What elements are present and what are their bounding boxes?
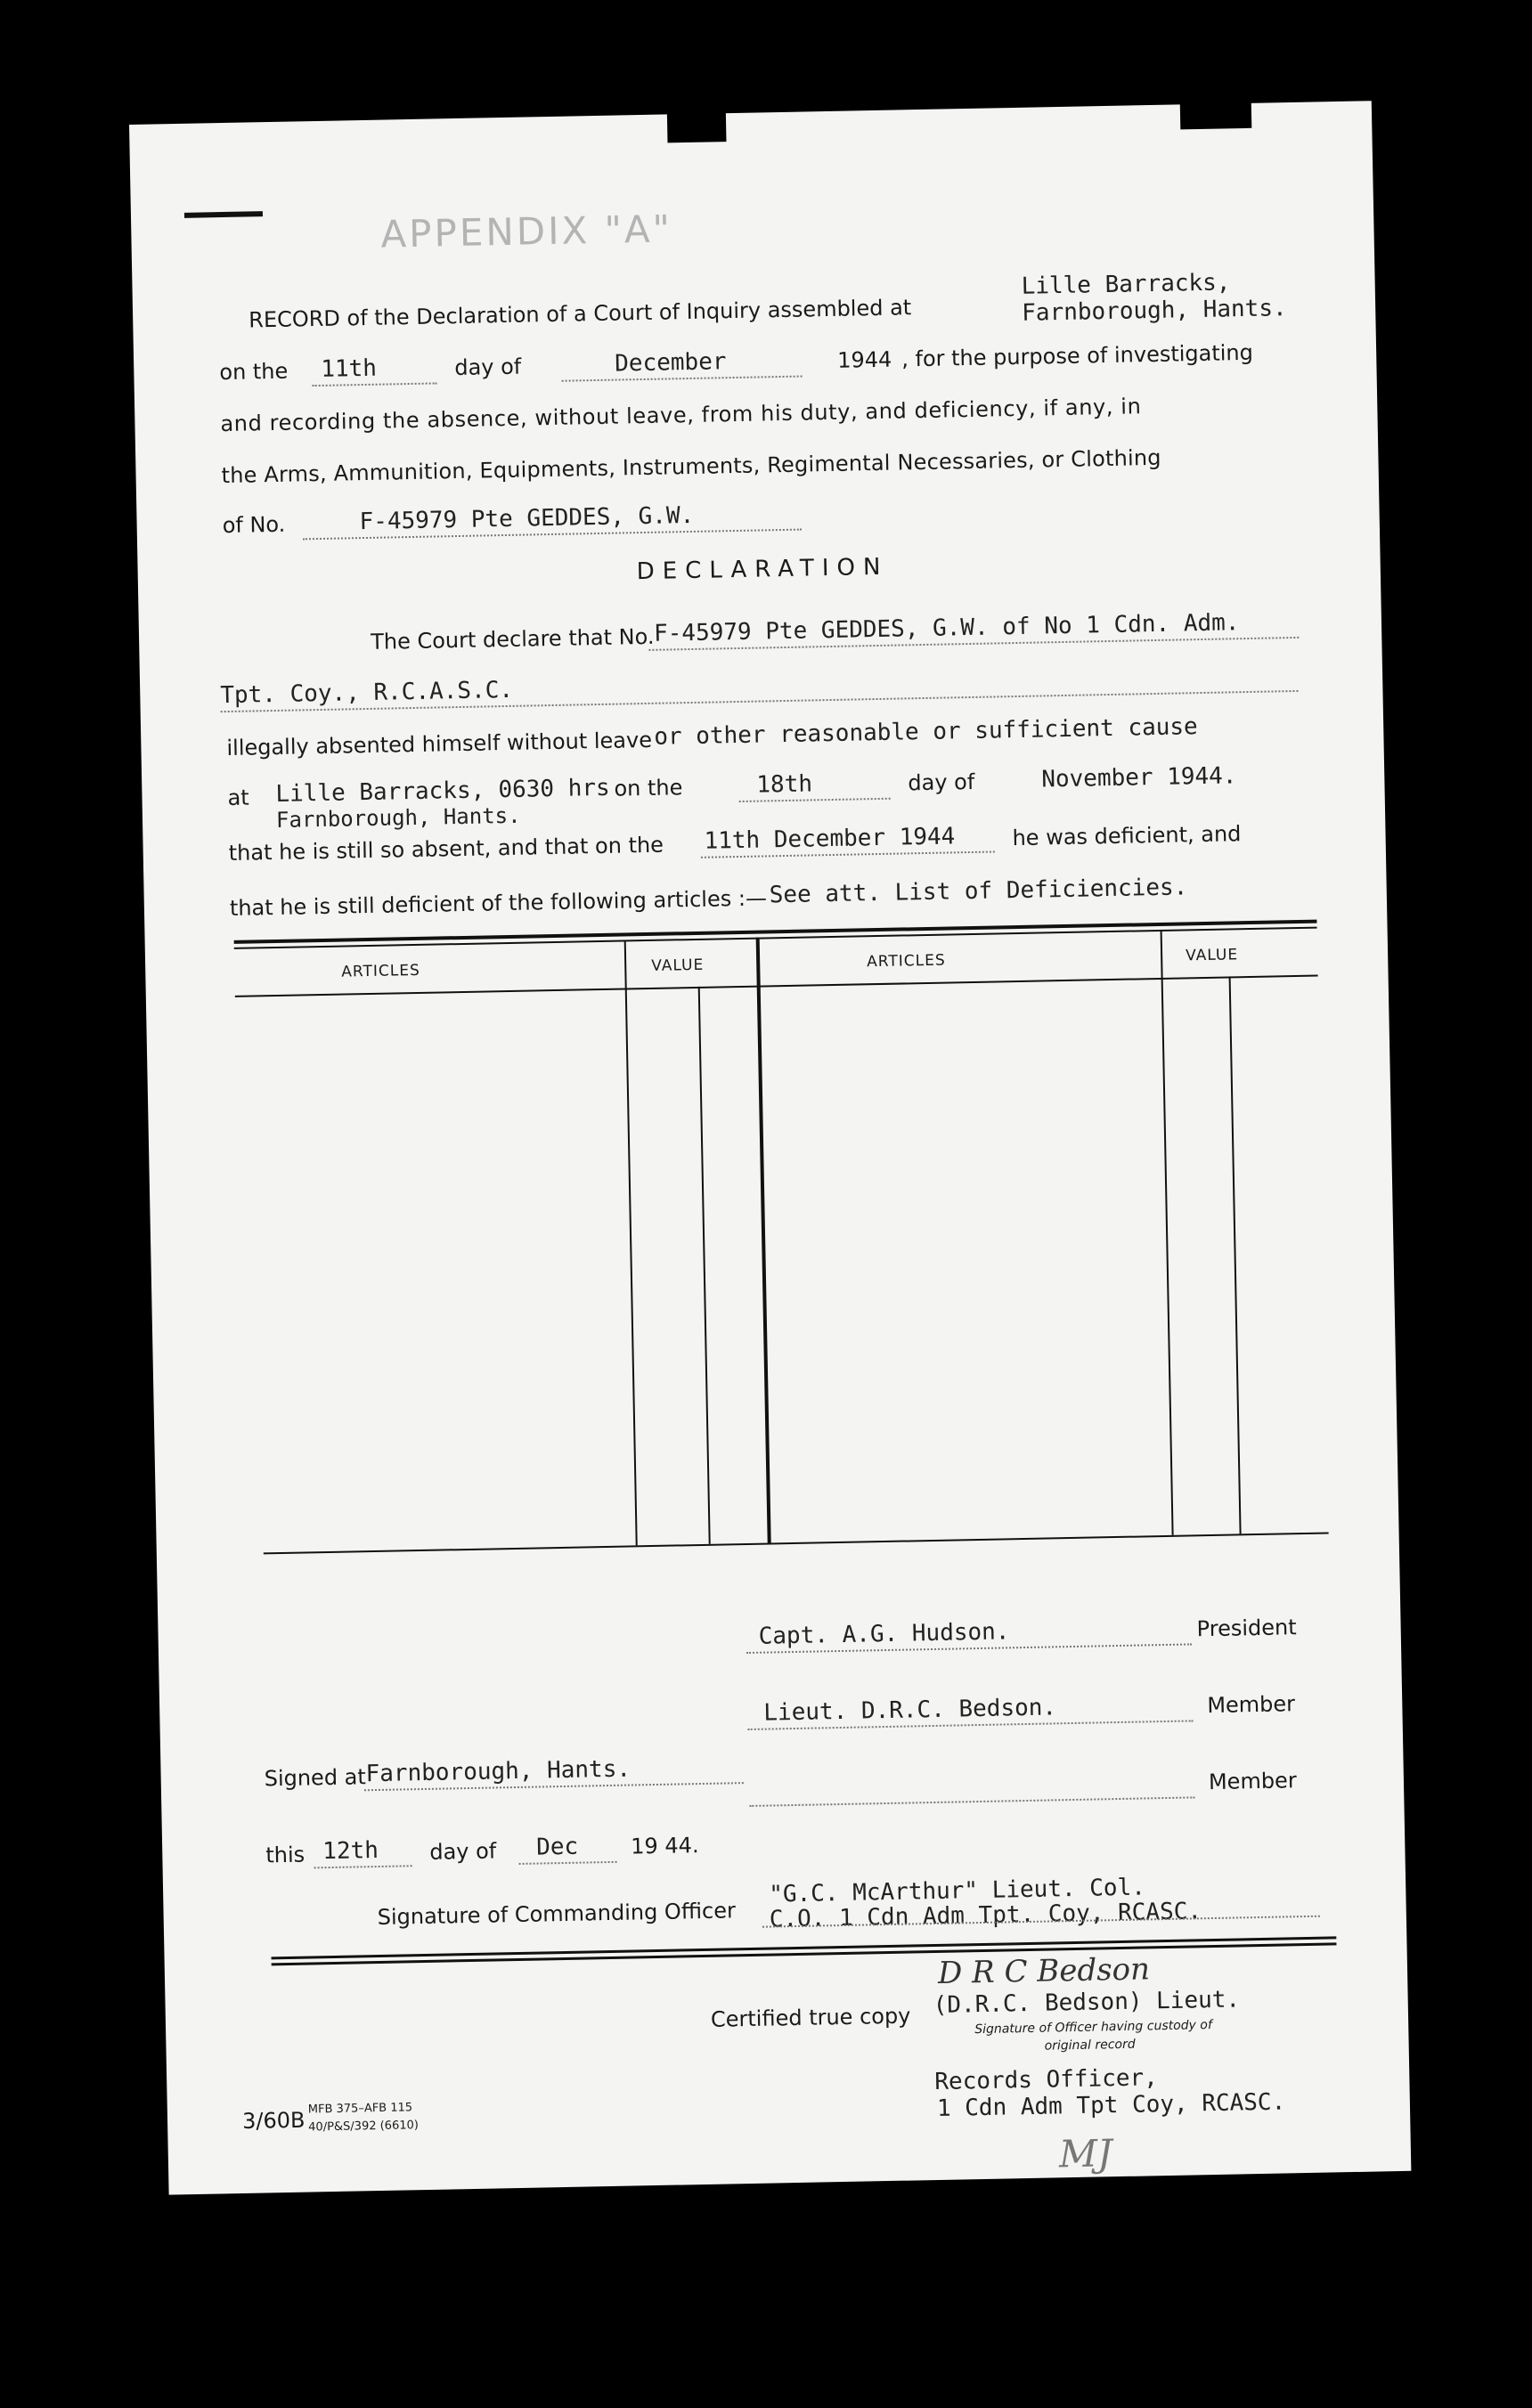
declaration-still-absent: that he is still so absent, and that on the xyxy=(228,832,664,866)
certified-signature: D R C Bedson xyxy=(937,1951,1151,1991)
declaration-time: 0630 hrs xyxy=(498,774,610,804)
certified-name: (D.R.C. Bedson) Lieut. xyxy=(933,1986,1241,2020)
declaration-at: at xyxy=(227,785,249,811)
signed-month: Dec xyxy=(535,1833,579,1861)
form-ref-2: 40/P&S/392 (6610) xyxy=(308,2119,420,2135)
declaration-day-of: day of xyxy=(908,769,975,796)
signed-day-of: day of xyxy=(429,1838,497,1865)
certified-label: Certified true copy xyxy=(710,2003,911,2032)
records-officer: Records Officer, xyxy=(934,2064,1159,2096)
record-of-no: of No. xyxy=(222,511,286,539)
member1-name: Lieut. D.R.C. Bedson. xyxy=(763,1694,1057,1727)
table-divider-5 xyxy=(1229,976,1242,1533)
member2-label: Member xyxy=(1208,1768,1297,1795)
form-ref-1: MFB 375–AFB 115 xyxy=(307,2101,413,2117)
declaration-place2: Farnborough, Hants. xyxy=(275,802,521,833)
declaration-following: that he is still deficient of the following articles :— xyxy=(229,885,768,921)
record-line4: the Arms, Ammunition, Equipments, Instruments, Regimental Necessaries, or Clothing xyxy=(221,444,1161,489)
president-label: President xyxy=(1196,1615,1297,1642)
table-col-articles-1: ARTICLES xyxy=(341,961,420,981)
appendix-annotation: APPENDIX "A" xyxy=(379,207,673,256)
declaration-cause: or other reasonable or sufficient cause xyxy=(654,713,1198,751)
declaration-see-att: See att. List of Deficiencies. xyxy=(769,874,1188,909)
declaration-date-month: November 1944. xyxy=(1041,762,1237,793)
table-divider-3 xyxy=(756,938,771,1543)
form-number: 3/60B xyxy=(241,2107,306,2134)
signed-day: 12th xyxy=(322,1836,379,1866)
co-label: Signature of Commanding Officer xyxy=(377,1898,737,1931)
this-label: this xyxy=(265,1842,306,1868)
declaration-date-day: 18th xyxy=(756,770,813,799)
record-year: 1944 xyxy=(836,346,892,373)
dots-member2 xyxy=(749,1796,1194,1807)
president-name: Capt. A.G. Hudson. xyxy=(758,1618,1010,1650)
declaration-place: Lille Barracks, xyxy=(275,777,485,808)
table-bottom-rule xyxy=(264,1532,1329,1554)
table-divider-4 xyxy=(1161,930,1174,1535)
record-place-line1: Lille Barracks, xyxy=(1021,269,1231,300)
record-day: 11th xyxy=(321,354,378,383)
declaration-soldier-unit: F-45979 Pte GEDDES, G.W. of No 1 Cdn. Adm. xyxy=(653,609,1240,647)
table-col-value-1: VALUE xyxy=(651,956,705,975)
record-line3: and recording the absence, without leave, from his duty, and deficiency, if any, in xyxy=(220,394,1142,437)
torn-tab-left xyxy=(667,108,727,142)
dots-date-day xyxy=(739,798,891,802)
table-top-rule xyxy=(234,920,1317,944)
table-divider-2 xyxy=(698,987,711,1544)
declaration-heading: DECLARATION xyxy=(636,553,889,586)
record-purpose: , for the purpose of investigating xyxy=(900,339,1254,372)
custody-line2: original record xyxy=(1044,2037,1136,2054)
member1-label: Member xyxy=(1207,1691,1296,1719)
co-line1: "G.C. McArthur" Lieut. Col. xyxy=(769,1874,1146,1908)
record-intro: RECORD of the Declaration of a Court of Inquiry assembled at xyxy=(248,295,912,333)
record-day-of: day of xyxy=(454,354,522,381)
record-on-the: on the xyxy=(219,358,289,386)
custody-line1: Signature of Officer having custody of xyxy=(974,2018,1213,2038)
signed-at-place: Farnborough, Hants. xyxy=(365,1755,632,1788)
record-place-line2: Farnborough, Hants. xyxy=(1021,295,1287,327)
document-page xyxy=(129,101,1411,2194)
declaration-illegally: illegally absented himself without leave xyxy=(226,727,653,761)
dots-month xyxy=(562,376,803,382)
certified-initials: MJ xyxy=(1058,2131,1113,2176)
declaration-was-deficient: he was deficient, and xyxy=(1012,821,1242,851)
torn-tab-right xyxy=(1180,96,1252,130)
record-soldier: F-45979 Pte GEDDES, G.W. xyxy=(359,501,695,536)
table-divider-1 xyxy=(624,940,638,1545)
dots-signed-month xyxy=(519,1861,617,1865)
corner-mark xyxy=(184,211,263,218)
declaration-on-the: on the xyxy=(614,775,683,801)
signed-at-label: Signed at xyxy=(264,1764,367,1792)
signed-year: 19 44. xyxy=(630,1833,699,1859)
declaration-unit-cont: Tpt. Coy., R.C.A.S.C. xyxy=(220,676,514,710)
declaration-deficient-date: 11th December 1944 xyxy=(704,823,956,855)
dots-signed-day xyxy=(314,1865,412,1868)
table-col-value-2: VALUE xyxy=(1185,946,1239,965)
dots-day xyxy=(313,382,437,386)
declaration-court: The Court declare that No. xyxy=(370,623,655,655)
record-month: December xyxy=(614,348,727,378)
records-unit: 1 Cdn Adm Tpt Coy, RCASC. xyxy=(936,2088,1286,2122)
table-col-articles-2: ARTICLES xyxy=(867,951,946,972)
co-line2: C.O. 1 Cdn Adm Tpt. Coy, RCASC. xyxy=(769,1898,1202,1933)
